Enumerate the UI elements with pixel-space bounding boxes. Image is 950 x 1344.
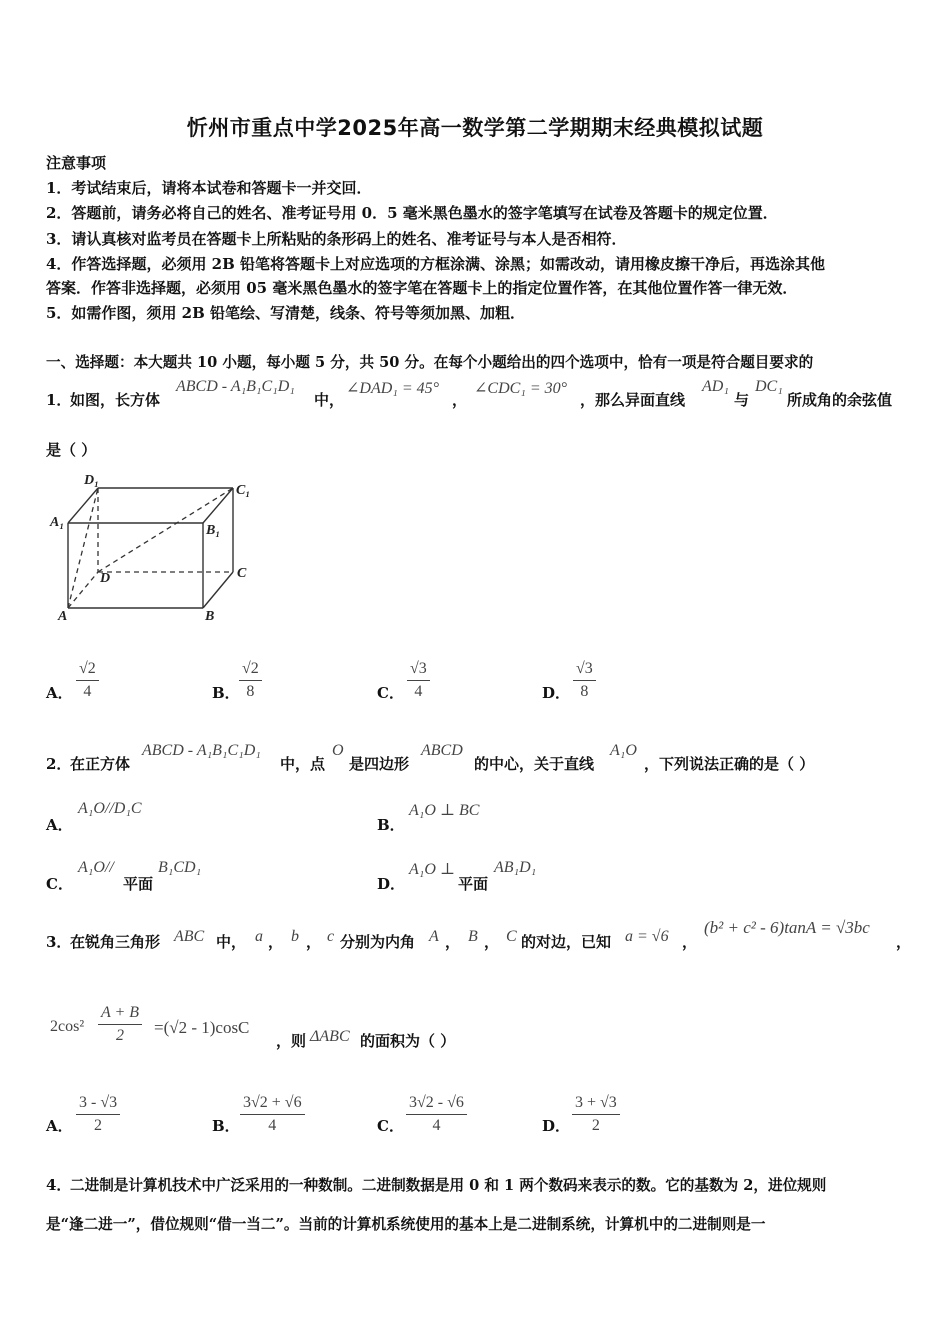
q1-option-d-label: D． (542, 684, 571, 702)
q2-option-d-value: A₁O ⊥ (409, 861, 455, 878)
label-C1: C₁ (236, 483, 251, 498)
q3-text: ， (682, 933, 698, 951)
label-A: A (58, 609, 68, 624)
q2-text: 的中心，关于直线 (474, 755, 595, 773)
q3-text: 中， (216, 933, 247, 951)
q2-option-b-value: A₁O ⊥ BC (409, 802, 480, 819)
label-A1: A₁ (50, 515, 65, 530)
q2-option-d-plane: AB₁D₁ (494, 859, 537, 876)
q1-option-a-label: A． (46, 684, 73, 702)
label-D: D (100, 571, 111, 586)
notice-item: 1．考试结束后，请将本试卷和答题卡一并交回． (46, 179, 372, 197)
q3-text: 的面积为（ ） (360, 1032, 456, 1050)
q3-text: 分别为内角 (340, 933, 416, 951)
label-B1: B₁ (206, 523, 221, 538)
q2-text: 是四边形 (349, 755, 410, 773)
cuboid-figure (48, 468, 258, 628)
q2-option-a-value: A₁O//D₁C (78, 800, 142, 817)
q4-number: 4． (46, 1176, 72, 1194)
q3-option-b-label: B． (212, 1117, 240, 1135)
q1-text: 是（ ） (46, 441, 97, 459)
q3-text: 在锐角三角形 (70, 933, 161, 951)
section-heading: 一、选择题：本大题共 10 小题，每小题 5 分，共 50 分。在每个小题给出的四个选项中，恰有一项是符合题目要求的 (46, 354, 814, 371)
notice-item: 5．如需作图，须用 2B 铅笔绘、写清楚，线条、符号等须加黑、加粗． (46, 304, 525, 322)
q2-box: ABCD - A₁B₁C₁D₁ (142, 742, 261, 759)
q3-text: ，则 (276, 1032, 307, 1050)
q3-option-d-label: D． (542, 1117, 571, 1135)
q2-option-c-label: C． (46, 875, 73, 893)
q3-eq3-left: 2cos² (50, 1018, 85, 1035)
q1-text: 如图，长方体 (70, 391, 161, 409)
q2-option-a-label: A． (46, 816, 73, 834)
label-D1: D₁ (84, 473, 99, 488)
q3-option-a-label: A． (46, 1117, 73, 1135)
q1-line2: DC₁ (755, 378, 783, 395)
q2-text: ，下列说法正确的是（ ） (644, 755, 815, 773)
q1-option-d-value: $\frac{√3}{8}$ (573, 660, 596, 701)
q2-option-d-text: 平面 (458, 875, 489, 893)
q3-text: 的对边，已知 (521, 933, 612, 951)
q1-angle2: ∠CDC₁ = 30° (474, 380, 568, 397)
q1-option-c-label: C． (377, 684, 404, 702)
label-C: C (237, 566, 247, 581)
q1-text: 所成角的余弦值 (787, 391, 893, 409)
q3-eq3-right: =(√2 - 1)cosC (154, 1018, 250, 1037)
q1-text: ，那么异面直线 (580, 391, 686, 409)
q1-line1: AD₁ (702, 378, 729, 395)
q4-text: 是“逢二进一”，借位规则“借一当二”。当前的计算机系统使用的基本上是二进制系统，计算机中的二进制则是一 (46, 1216, 766, 1233)
q3-angle-b: B (468, 928, 478, 945)
q3-number: 3． (46, 933, 72, 951)
q2-option-c-value: A₁O// (78, 859, 114, 876)
q1-text: 与 (734, 391, 750, 409)
q3-side-b: b (291, 928, 299, 945)
q3-text: ， (484, 933, 500, 951)
notice-item: 4．作答选择题，必须用 2B 铅笔将答题卡上对应选项的方框涂满、涂黑；如需改动，请用橡皮擦干净后，再选涂其他 (46, 255, 826, 273)
q2-option-c-text: 平面 (123, 875, 154, 893)
q2-option-c-plane: B₁CD₁ (158, 859, 202, 876)
q3-text: ， (306, 933, 322, 951)
q3-triangle-area: ΔABC (310, 1028, 350, 1045)
q2-line: A₁O (610, 742, 637, 759)
q3-option-b-value: $\frac{3√2 + √6}{4}$ (240, 1094, 305, 1135)
q3-eq3-fraction: $\frac{A + B}{2}$ (98, 1004, 142, 1045)
q3-triangle: ABC (174, 928, 205, 945)
q4-text: 二进制是计算机技术中广泛采用的一种数制。二进制数据是用 0 和 1 两个数码来表示的数。它的基数为 2，进位规则 (70, 1177, 827, 1194)
edge-A1D1 (68, 488, 98, 523)
q3-option-a-value: $\frac{3 - √3}{2}$ (76, 1094, 120, 1135)
q1-option-c-value: $\frac{√3}{4}$ (407, 660, 430, 701)
edge-BC (203, 572, 233, 608)
q3-eq2: (b² + c² - 6)tanA = √3bc (704, 918, 870, 937)
q2-point-o: O (332, 742, 344, 759)
q1-box: ABCD - A₁B₁C₁D₁ (176, 378, 295, 395)
q2-option-d-label: D． (377, 875, 406, 893)
q3-option-d-value: $\frac{3 + √3}{2}$ (572, 1094, 620, 1135)
q3-option-c-label: C． (377, 1117, 404, 1135)
q3-eq1: a = √6 (625, 928, 669, 945)
q1-number: 1． (46, 391, 72, 409)
edge-B1C1 (203, 488, 233, 523)
notice-item: 2．答题前，请务必将自己的姓名、准考证号用 0．5 毫米黑色墨水的签字笔填写在试卷及答题卡的规定位置． (46, 204, 778, 222)
q1-option-b-label: B． (212, 684, 240, 702)
q3-option-c-value: $\frac{3√2 - √6}{4}$ (406, 1094, 467, 1135)
q3-text: ， (896, 933, 912, 951)
q3-text: ， (268, 933, 284, 951)
q1-text: 中， (314, 391, 345, 409)
q3-side-a: a (255, 928, 263, 945)
page-title: 忻州市重点中学2025年高一数学第二学期期末经典模拟试题 (186, 116, 764, 140)
q3-text: ， (445, 933, 461, 951)
q2-abcd: ABCD (421, 742, 463, 759)
q2-option-b-label: B． (377, 816, 405, 834)
notice-heading: 注意事项 (46, 154, 107, 172)
q3-side-c: c (327, 928, 335, 945)
notice-item: 3．请认真核对监考员在答题卡上所粘贴的条形码上的姓名、准考证号与本人是否相符． (46, 230, 627, 248)
q2-number: 2． (46, 755, 72, 773)
q1-option-b-value: $\frac{√2}{8}$ (239, 660, 262, 701)
q1-option-a-value: $\frac{√2}{4}$ (76, 660, 99, 701)
q1-text: ， (452, 391, 468, 409)
q2-text: 中，点 (280, 755, 326, 773)
q3-angle-a: A (429, 928, 439, 945)
q1-angle1: ∠DAD₁ = 45° (346, 380, 440, 397)
label-B: B (205, 609, 215, 624)
q3-angle-c: C (506, 928, 517, 945)
notice-item: 答案．作答非选择题，必须用 05 毫米黑色墨水的签字笔在答题卡上的指定位置作答，在其他位置作答一律无效． (46, 279, 798, 297)
q2-text: 在正方体 (70, 755, 131, 773)
